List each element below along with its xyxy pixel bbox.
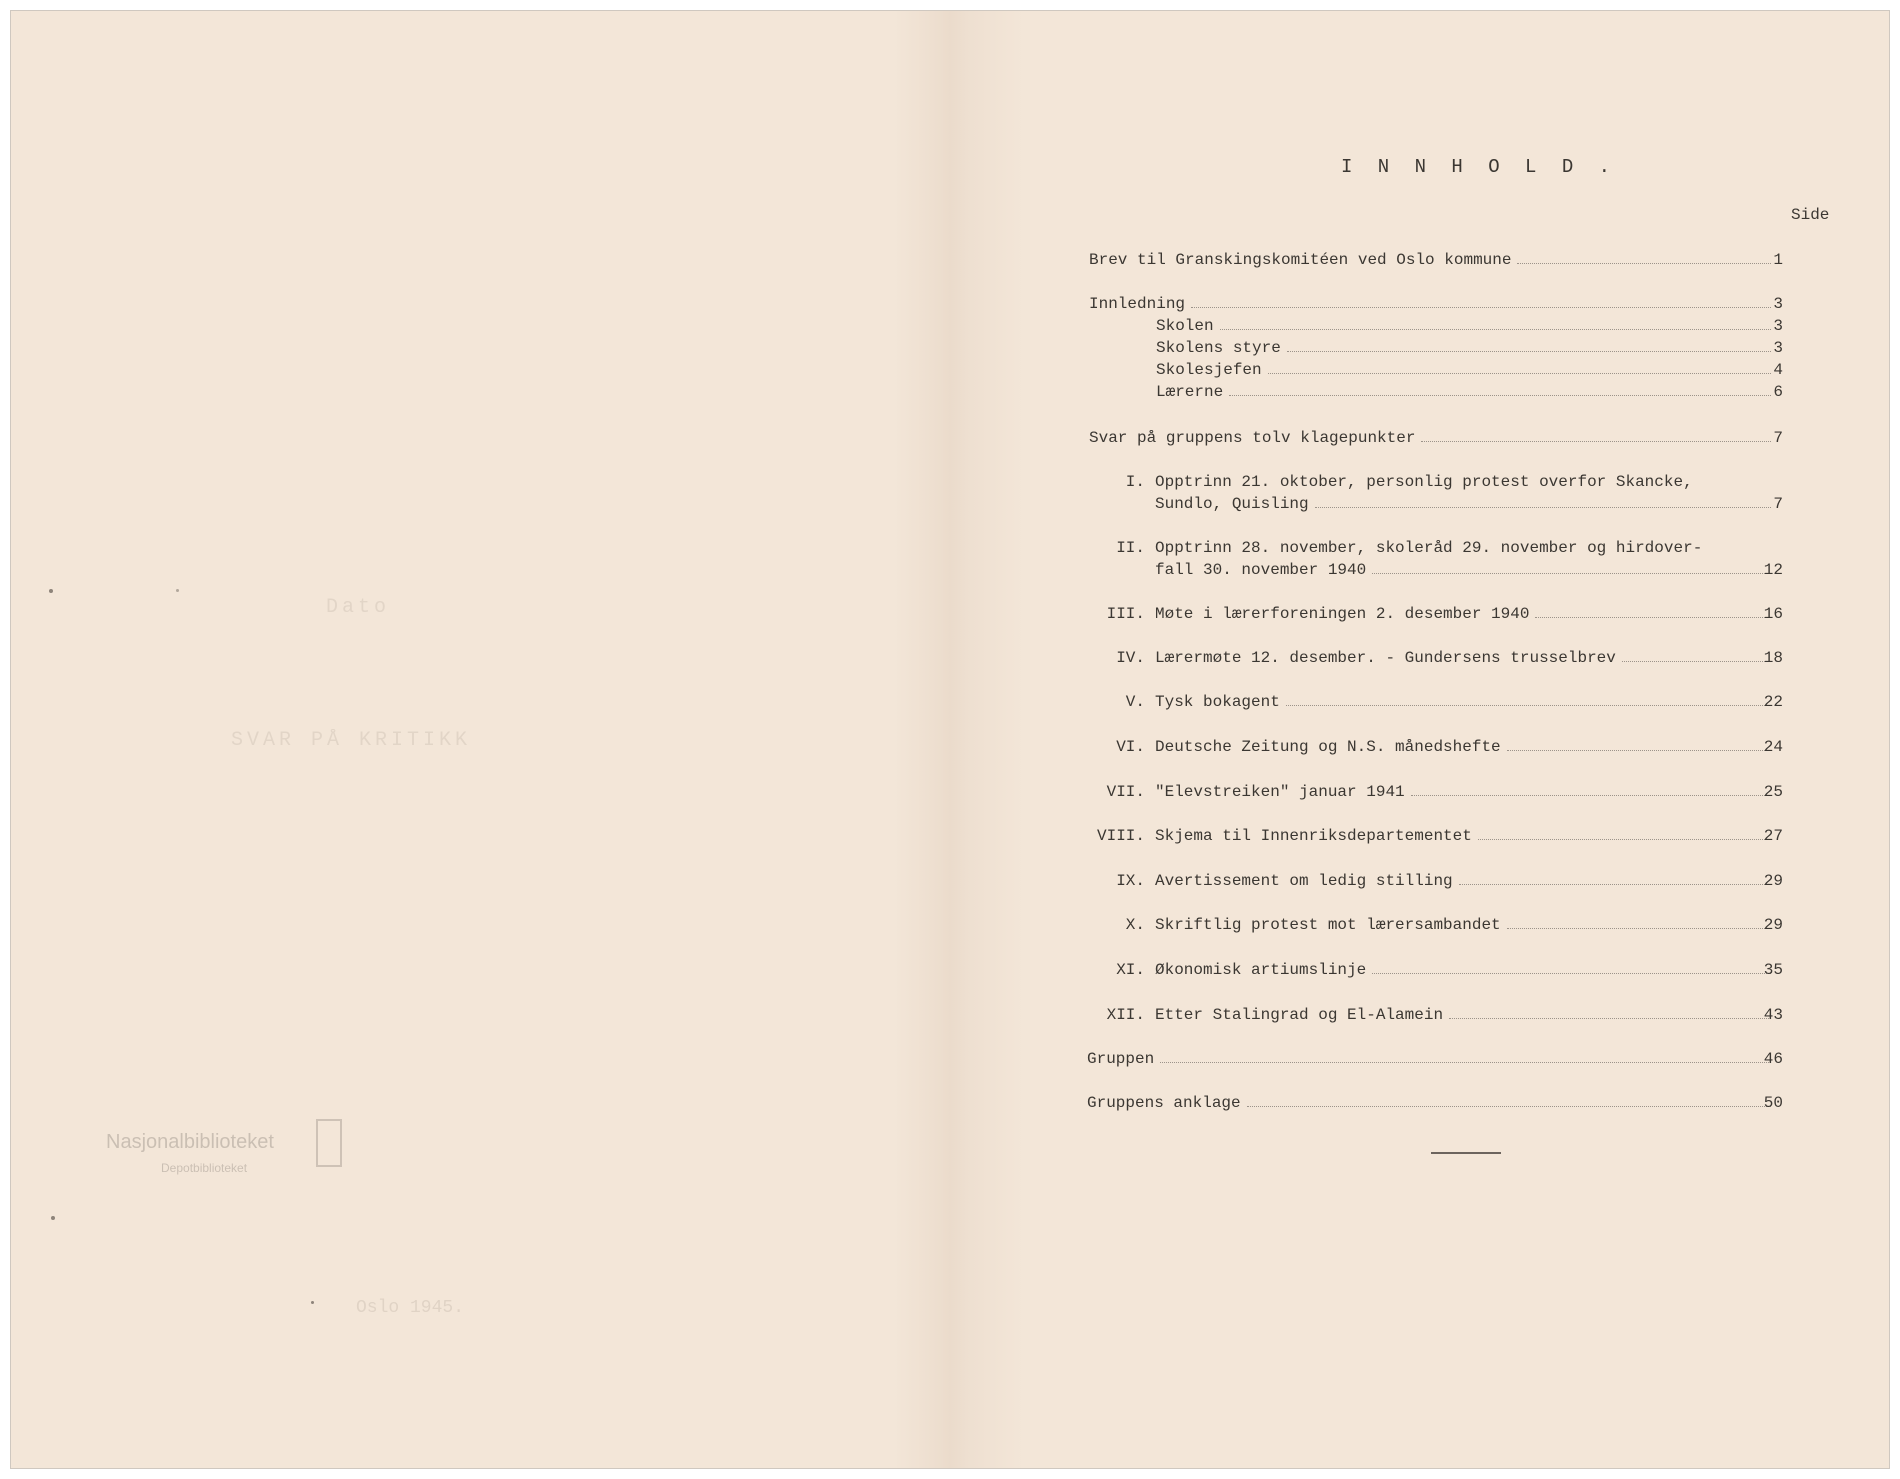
ghost-line-place: Oslo 1945. bbox=[356, 1298, 465, 1318]
leader-dots bbox=[1421, 440, 1771, 442]
leader-dots bbox=[1507, 749, 1771, 751]
toc-entry-page bbox=[1743, 872, 1783, 892]
toc-entry-number: XI. bbox=[1116, 961, 1145, 979]
toc-page-number: 7 bbox=[1773, 429, 1783, 447]
leader-dots bbox=[1220, 328, 1771, 330]
toc-entry-iii bbox=[1089, 605, 1779, 625]
toc-page-number: 1 bbox=[1773, 251, 1783, 269]
toc-entry-page bbox=[1743, 251, 1783, 271]
leader-dots bbox=[1507, 927, 1771, 929]
toc-entry-number: IV. bbox=[1116, 649, 1145, 667]
toc-entry-number: III. bbox=[1106, 605, 1145, 623]
toc-entry-page bbox=[1743, 961, 1783, 981]
toc-entry-text: Skolens styre bbox=[1156, 339, 1281, 357]
toc-entry-x bbox=[1089, 916, 1779, 936]
toc-entry-number: VII. bbox=[1106, 783, 1145, 801]
toc-heading: I N N H O L D . bbox=[1341, 156, 1618, 178]
toc-page-number: 25 bbox=[1763, 783, 1783, 801]
toc-entry-page bbox=[1743, 429, 1783, 449]
leader-dots bbox=[1449, 1017, 1771, 1019]
leader-dots bbox=[1268, 372, 1771, 374]
toc-entry-text: Møte i lærerforeningen 2. desember 1940 bbox=[1155, 605, 1530, 623]
toc-entry-text: Skolen bbox=[1156, 317, 1214, 335]
toc-entry-text: Skjema til Innenriksdepartementet bbox=[1155, 827, 1472, 845]
toc-entry-xi bbox=[1089, 961, 1779, 981]
toc-entry-text: "Elevstreiken" januar 1941 bbox=[1155, 783, 1405, 801]
toc-page-number: 22 bbox=[1763, 693, 1783, 711]
toc-entry-ix bbox=[1089, 872, 1779, 892]
toc-page-number: 3 bbox=[1773, 295, 1783, 313]
speck bbox=[51, 1216, 55, 1220]
book-spread bbox=[10, 10, 1890, 1469]
toc-entry-v bbox=[1089, 693, 1779, 713]
stamp-sub: Depotbiblioteket bbox=[161, 1161, 248, 1175]
toc-subentry-skolen bbox=[1156, 317, 1779, 337]
right-page bbox=[951, 11, 1891, 1468]
toc-entry-text-cont: fall 30. november 1940 bbox=[1155, 561, 1367, 579]
toc-entry-page bbox=[1743, 738, 1783, 758]
toc-entry-i-cont bbox=[1155, 495, 1779, 515]
closing-rule bbox=[1431, 1152, 1501, 1154]
toc-entry-i bbox=[1089, 473, 1779, 493]
toc-entry-ii bbox=[1089, 539, 1779, 559]
toc-subentry-laererne bbox=[1156, 383, 1779, 403]
leader-dots bbox=[1160, 1061, 1771, 1063]
toc-page-number: 24 bbox=[1763, 738, 1783, 756]
toc-entry-text: Etter Stalingrad og El-Alamein bbox=[1155, 1006, 1444, 1024]
toc-entry-page bbox=[1743, 827, 1783, 847]
toc-entry-page bbox=[1743, 1006, 1783, 1026]
toc-entry-number: IX. bbox=[1116, 872, 1145, 890]
leader-dots bbox=[1517, 262, 1771, 264]
leader-dots bbox=[1286, 704, 1771, 706]
toc-page-number: 3 bbox=[1773, 317, 1783, 335]
toc-page-number: 35 bbox=[1763, 961, 1783, 979]
toc-entry-text: Tysk bokagent bbox=[1155, 693, 1280, 711]
speck bbox=[311, 1301, 314, 1304]
toc-entry-text: Opptrinn 21. oktober, personlig protest overfor Skancke, bbox=[1155, 473, 1693, 491]
toc-subentry-skolesjefen bbox=[1156, 361, 1779, 381]
toc-entry-page bbox=[1743, 1094, 1783, 1114]
left-page bbox=[11, 11, 951, 1468]
toc-entry-text: Gruppens anklage bbox=[1087, 1094, 1241, 1112]
toc-entry-text: Lærermøte 12. desember. - Gundersens trusselbrev bbox=[1155, 649, 1616, 667]
ghost-line-title: SVAR PÅ KRITIKK bbox=[231, 729, 472, 752]
leader-dots bbox=[1315, 506, 1771, 508]
page-column-label: Side bbox=[1791, 206, 1830, 224]
leader-dots bbox=[1372, 572, 1771, 574]
toc-page-number: 3 bbox=[1773, 339, 1783, 357]
toc-entry-text: Økonomisk artiumslinje bbox=[1155, 961, 1367, 979]
toc-page-number: 27 bbox=[1763, 827, 1783, 845]
toc-entry-brev bbox=[1089, 251, 1779, 271]
leader-dots bbox=[1287, 350, 1771, 352]
toc-entry-svar bbox=[1089, 429, 1779, 449]
toc-entry-page bbox=[1743, 361, 1783, 381]
toc-page-number: 50 bbox=[1763, 1094, 1783, 1112]
toc-entry-page bbox=[1743, 783, 1783, 803]
toc-page-number: 12 bbox=[1763, 561, 1783, 579]
stamp-name: Nasjonalbiblioteket bbox=[106, 1131, 274, 1153]
leader-dots bbox=[1247, 1105, 1771, 1107]
toc-entry-page bbox=[1743, 495, 1783, 515]
toc-entry-number: VIII. bbox=[1096, 827, 1145, 845]
toc-entry-xii bbox=[1089, 1006, 1779, 1026]
toc-page-number: 6 bbox=[1773, 383, 1783, 401]
toc-page-number: 43 bbox=[1763, 1006, 1783, 1024]
toc-entry-page bbox=[1743, 383, 1783, 403]
toc-entry-text: Gruppen bbox=[1087, 1050, 1155, 1068]
toc-entry-text-cont: Sundlo, Quisling bbox=[1155, 495, 1309, 513]
toc-entry-anklage bbox=[1087, 1094, 1779, 1114]
leader-dots bbox=[1372, 972, 1771, 974]
toc-entry-text: Svar på gruppens tolv klagepunkter bbox=[1089, 429, 1416, 447]
toc-entry-page bbox=[1743, 295, 1783, 315]
toc-entry-page bbox=[1743, 561, 1783, 581]
toc-page-number: 29 bbox=[1763, 872, 1783, 890]
toc-page-number: 29 bbox=[1763, 916, 1783, 934]
toc-page-number: 7 bbox=[1773, 495, 1783, 513]
toc-entry-ii-cont bbox=[1155, 561, 1779, 581]
toc-entry-iv bbox=[1089, 649, 1779, 669]
toc-entry-text: Deutsche Zeitung og N.S. månedshefte bbox=[1155, 738, 1501, 756]
toc-entry-page bbox=[1743, 916, 1783, 936]
leader-dots bbox=[1411, 794, 1771, 796]
toc-page-number: 46 bbox=[1763, 1050, 1783, 1068]
ghost-line-date: Dato bbox=[326, 596, 391, 619]
toc-entry-page bbox=[1743, 649, 1783, 669]
leader-dots bbox=[1191, 306, 1771, 308]
speck bbox=[49, 589, 53, 593]
toc-page-number: 18 bbox=[1763, 649, 1783, 667]
toc-entry-page bbox=[1743, 605, 1783, 625]
toc-entry-page bbox=[1743, 693, 1783, 713]
toc-entry-number: II. bbox=[1116, 539, 1145, 557]
toc-entry-page bbox=[1743, 317, 1783, 337]
leader-dots bbox=[1478, 838, 1771, 840]
toc-entry-vi bbox=[1089, 738, 1779, 758]
leader-dots bbox=[1535, 616, 1771, 618]
toc-page-number: 4 bbox=[1773, 361, 1783, 379]
toc-page-number: 16 bbox=[1763, 605, 1783, 623]
toc-entry-number: X. bbox=[1125, 916, 1145, 934]
toc-entry-text: Brev til Granskingskomitéen ved Oslo kommune bbox=[1089, 251, 1512, 269]
toc-entry-text: Avertissement om ledig stilling bbox=[1155, 872, 1453, 890]
toc-entry-text: Innledning bbox=[1089, 295, 1186, 313]
toc-entry-text: Lærerne bbox=[1156, 383, 1224, 401]
leader-dots bbox=[1459, 883, 1771, 885]
toc-entry-gruppen bbox=[1087, 1050, 1779, 1070]
library-logo-icon bbox=[316, 1119, 342, 1167]
toc-entry-vii bbox=[1089, 783, 1779, 803]
toc-entry-page bbox=[1743, 1050, 1783, 1070]
toc-entry-text: Skriftlig protest mot lærersambandet bbox=[1155, 916, 1501, 934]
toc-entry-number: V. bbox=[1125, 693, 1145, 711]
toc-entry-innledning bbox=[1089, 295, 1779, 315]
toc-entry-number: I. bbox=[1125, 473, 1145, 491]
toc-subentry-skolens-styre bbox=[1156, 339, 1779, 359]
toc-entry-page bbox=[1743, 339, 1783, 359]
toc-entry-number: VI. bbox=[1116, 738, 1145, 756]
speck bbox=[176, 589, 179, 592]
toc-entry-viii bbox=[1089, 827, 1779, 847]
toc-entry-text: Opptrinn 28. november, skoleråd 29. november og hirdover- bbox=[1155, 539, 1703, 557]
toc-entry-number: XII. bbox=[1106, 1006, 1145, 1024]
toc-entry-text: Skolesjefen bbox=[1156, 361, 1262, 379]
leader-dots bbox=[1229, 394, 1771, 396]
